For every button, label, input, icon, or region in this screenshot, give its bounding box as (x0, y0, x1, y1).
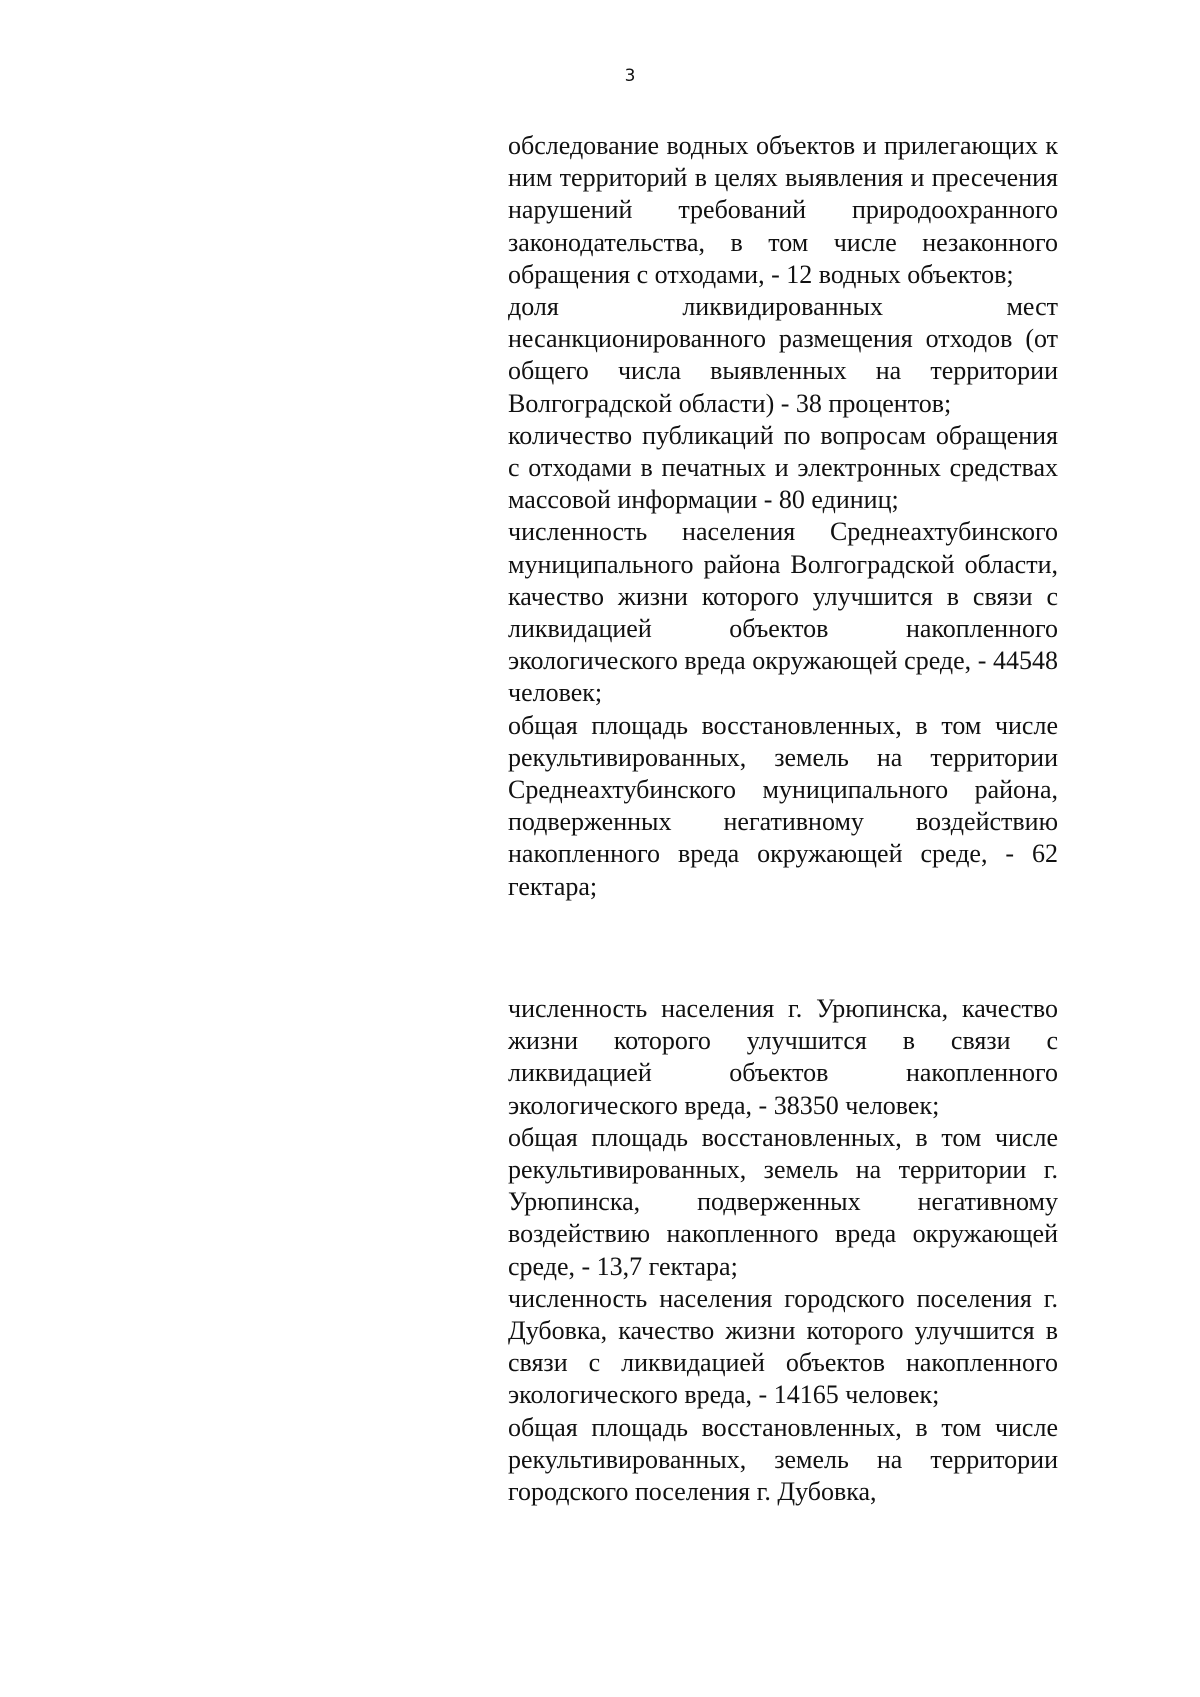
paragraph-area-dubovka: общая площадь восстановленных, в том числе рекультивированных, земель на территории городского поселения г. Дубовка, (508, 1412, 1058, 1507)
paragraph-waste-sites: доля ликвидированных мест несанкционированного размещения отходов (от общего числа выявленных на территории Волгоградской области) - 38 процентов; (508, 292, 1058, 418)
paragraph-population-dubovka: численность населения городского поселения г. Дубовка, качество жизни которого улучшится в связи с ликвидацией объектов накопленного экологического вреда, - 14165 человек; (508, 1283, 1058, 1410)
paragraph-publications: количество публикаций по вопросам обращения с отходами в печатных и электронных средствах массовой информации - 80 единиц; (508, 420, 1058, 515)
paragraph-area-srednyaya-akhtuba: общая площадь восстановленных, в том числе рекультивированных, земель на территории Среднеахтубинского муниципального района, подверженных негативному воздействию накопленного вреда окружающей среде, - 62 гектара; (508, 710, 1058, 901)
text-block-upper (508, 130, 1058, 903)
paragraph-area-uryupinsk: общая площадь восстановленных, в том числе рекультивированных, земель на территории г. Урюпинска, подверженных негативному воздействию накопленного вреда окружающей среде, - 13,7 гектара; (508, 1122, 1058, 1281)
paragraph-population-srednyaya-akhtuba: численность населения Среднеахтубинского муниципального района Волгоградской области, качество жизни которого улучшится в связи с ликвидацией объектов накопленного экологического вреда окружающей среде, - 44548 человек; (508, 517, 1058, 708)
text-block-lower (508, 993, 1058, 1508)
paragraph-water-inspection: обследование водных объектов и прилегающих к ним территорий в целях выявления и пресечения нарушений требований природоохранного законодательства, в том числе незаконного обращения с отходами, - 12 водных объектов; (508, 131, 1058, 289)
paragraph-population-uryupinsk: численность населения г. Урюпинска, качество жизни которого улучшится в связи с ликвидацией объектов накопленного экологического вреда, - 38350 человек; (508, 994, 1058, 1120)
page-number: 3 (624, 66, 636, 86)
